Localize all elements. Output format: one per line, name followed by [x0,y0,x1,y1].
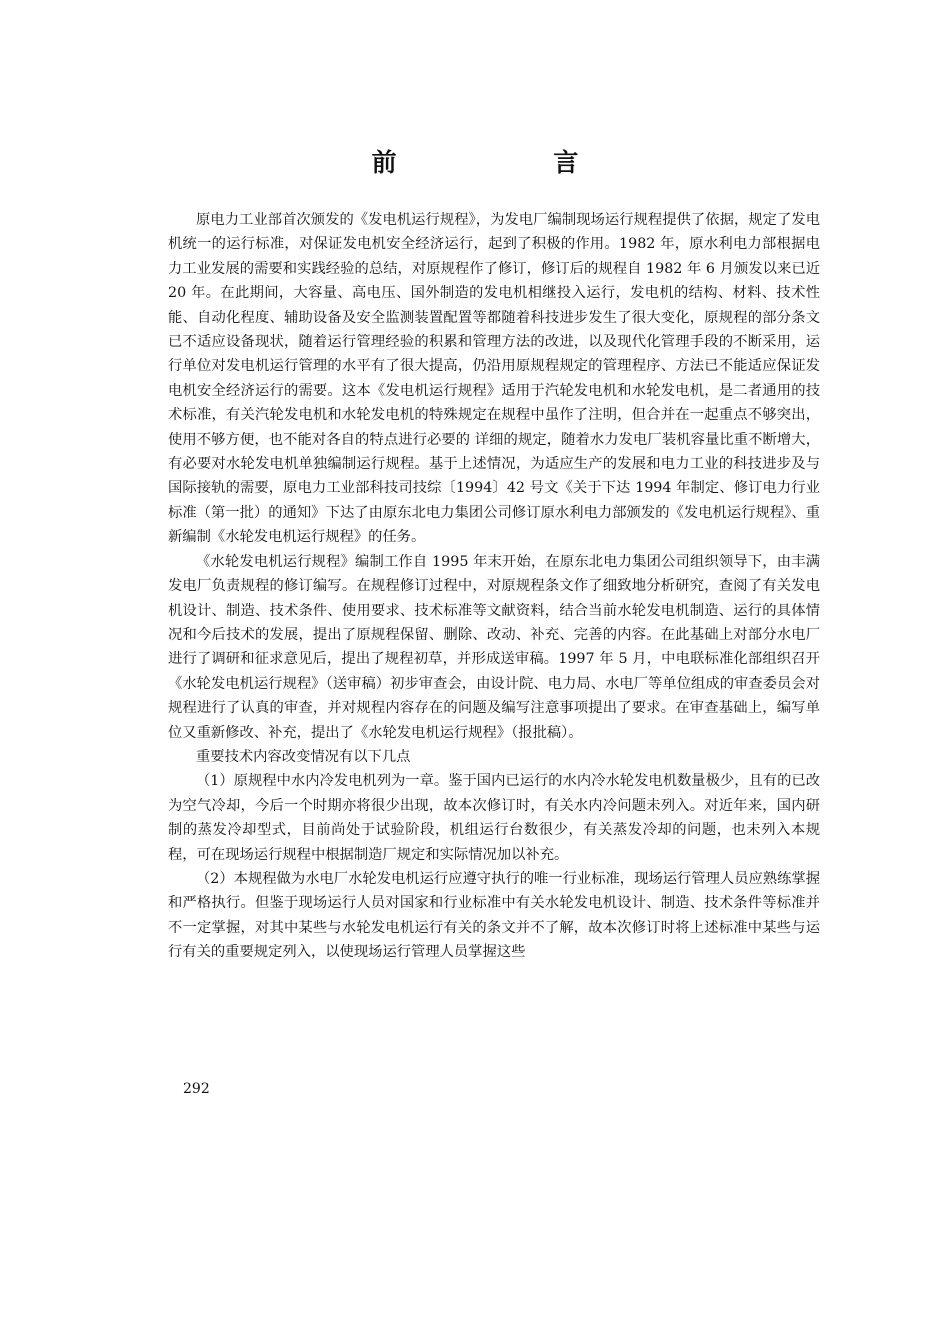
paragraph-1: 原电力工业部首次颁发的《发电机运行规程》，为发电厂编制现场运行规程提供了依据，规定了发电机统一的运行标准，对保证发电机安全经济运行，起到了积极的作用。1982 年，原水利电力部根据电力工业发展的需要和实践经验的总结，对原规程作了修订，修订后的规程自 1982 年 6 月颁发以来已近 20 年。在此期间，大容量、高电压、国外制造的发电机相继投入运行，发电机的结构、材料、技术性能、自动化程度、辅助设备及安全监测装置配置等都随着科技进步发生了很大变化，原规程的部分条文已不适应设备现状，随着运行管理经验的积累和管理方法的改进，以及现代化管理手段的不断采用，运行单位对发电机运行管理的水平有了很大提高，仍沿用原规程规定的管理程序、方法已不能适应保证发电机安全经济运行的需要。这本《发电机运行规程》适用于汽轮发电机和水轮发电机，是二者通用的技术标准，有关汽轮发电机和水轮发电机的特殊规定在规程中虽作了注明，但合并在一起重点不够突出，使用不够方便，也不能对各自的特点进行必要的 详细的规定，随着水力发电厂装机容量比重不断增大，有必要对水轮发电机单独编制运行规程。基于上述情况，为适应生产的发展和电力工业的科技进步及与国际接轨的需要，原电力工业部科技司技综〔1994〕42 号文《关于下达 1994 年制定、修订电力行业标准（第一批）的通知》下达了由原东北电力集团公司修订原水利电力部颁发的《发电机运行规程》、重新编制《水轮发电机运行规程》的任务。 [168,212,820,546]
paragraph-5: （2）本规程做为水电厂水轮发电机运行应遵守执行的唯一行业标准，现场运行管理人员应熟练掌握和严格执行。但鉴于现场运行人员对国家和行业标准中有关水轮发电机设计、制造、技术条件等标准并不一定掌握，对其中某些与水轮发电机运行有关的条文并不了解，故本次修订时将上述标准中某些与运行有关的重要规定列入，以使现场运行管理人员掌握这些 [168,870,820,961]
paragraph-2: 《水轮发电机运行规程》编制工作自 1995 年末开始，在原东北电力集团公司组织领导下，由丰满发电厂负责规程的修订编写。在规程修订过程中，对原规程条文作了细致地分析研究，查阅了有关发电机设计、制造、技术条件、使用要求、技术标准等文献资料，结合当前水轮发电机制造、运行的具体情况和今后技术的发展，提出了原规程保留、删除、改动、补充、完善的内容。在此基础上对部分水电厂进行了调研和征求意见后，提出了规程初草，并形成送审稿。1997 年 5 月，中电联标准化部组织召开《水轮发电机运行规程》（送审稿）初步审查会，由设计院、电力局、水电厂等单位组成的审查委员会对规程进行了认真的审查，并对规程内容存在的问题及编写注意事项提出了要求。在审查基础上，编写单位又重新修改、补充，提出了《水轮发电机运行规程》（报批稿）。 [168,553,820,741]
page-number: 292 [183,1081,210,1097]
page-title: 前 言 [371,148,653,177]
paragraph-3: 重要技术内容改变情况有以下几点 [196,748,411,765]
body-text [168,208,820,965]
paragraph-4: （1）原规程中水内冷发电机列为一章。鉴于国内已运行的水内冷水轮发电机数量极少，且有的已改为空气冷却，今后一个时期亦将很少出现，故本次修订时，有关水内冷问题未列入。对近年来，国内研制的蒸发冷却型式，目前尚处于试验阶段，机组运行台数很少，有关蒸发冷却的问题，也未列入本规程，可在现场运行规程中根据制造厂规定和实际情况加以补充。 [168,773,820,863]
